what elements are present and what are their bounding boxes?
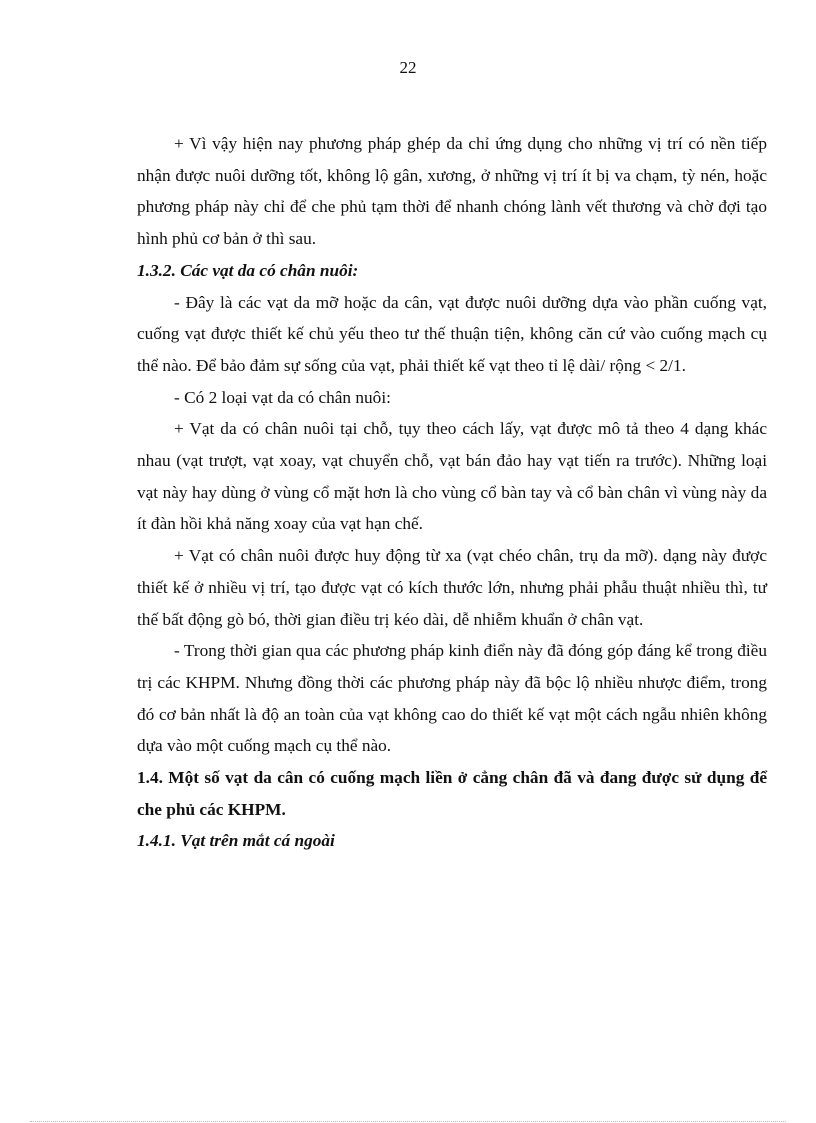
paragraph-classic-methods: - Trong thời gian qua các phương pháp kinh điển này đã đóng góp đáng kể trong điều trị các KHPM. Nhưng đồng thời các phương pháp này đã bộc lộ nhiều nhược điểm, trong đó cơ bản nhất là độ an toàn của vạt không cao do thiết kế vạt một cách ngẫu nhiên không dựa vào một cuống mạch cụ thể nào.: [137, 641, 767, 756]
paragraph-pedicle-flap-definition: - Đây là các vạt da mỡ hoặc da cân, vạt được nuôi dưỡng dựa vào phần cuống vạt, cuống vạt được thiết kế chủ yếu theo tư thế thuận tiện, không căn cứ vào cuống mạch cụ thể nào. Để bảo đảm sự sống của vạt, phải thiết kế vạt theo tỉ lệ dài/ rộng < 2/1.: [137, 292, 767, 375]
paragraph-local-flap: + Vạt da có chân nuôi tại chỗ, tụy theo cách lấy, vạt được mô tả theo 4 dạng khác nhau (vạt trượt, vạt xoay, vạt chuyển chỗ, vạt bán đảo hay vạt tiến ra trước). Những loại vạt này hay dùng ở vùng cổ mặt hơn là cho vùng cổ bàn tay và cổ bàn chân vì vùng này da ít đàn hồi khả năng xoay của vạt hạn chế.: [137, 419, 767, 534]
page-content: [137, 128, 767, 857]
paragraph-distant-flap: + Vạt có chân nuôi được huy động từ xa (vạt chéo chân, trụ da mỡ). dạng này được thiết kế ở nhiều vị trí, tạo được vạt có kích thước lớn, nhưng phải phẫu thuật nhiều thì, tư thế bất động gò bó, thời gian điều trị kéo dài, dễ nhiễm khuẩn ở chân vạt.: [137, 546, 767, 629]
section-heading-1-4-1: 1.4.1. Vạt trên mắt cá ngoài: [137, 831, 335, 851]
section-heading-1-4: 1.4. Một số vạt da cân có cuống mạch liền ở cẳng chân đã và đang được sử dụng để che phủ các KHPM.: [137, 768, 767, 819]
paragraph-flap-types-intro: - Có 2 loại vạt da có chân nuôi:: [174, 387, 391, 407]
page-bottom-divider: [30, 1121, 786, 1122]
page-number: 22: [399, 58, 417, 77]
paragraph-skin-graft-limitations: + Vì vậy hiện nay phương pháp ghép da chỉ ứng dụng cho những vị trí có nền tiếp nhận được nuôi dưỡng tốt, không lộ gân, xương, ở những vị trí ít bị va chạm, tỳ nén, hoặc phương pháp này chỉ để che phủ tạm thời để nhanh chóng lành vết thương và chờ đợi tạo hình phủ cơ bản ở thì sau.: [137, 134, 767, 249]
section-heading-1-3-2: 1.3.2. Các vạt da có chân nuôi:: [137, 260, 359, 280]
